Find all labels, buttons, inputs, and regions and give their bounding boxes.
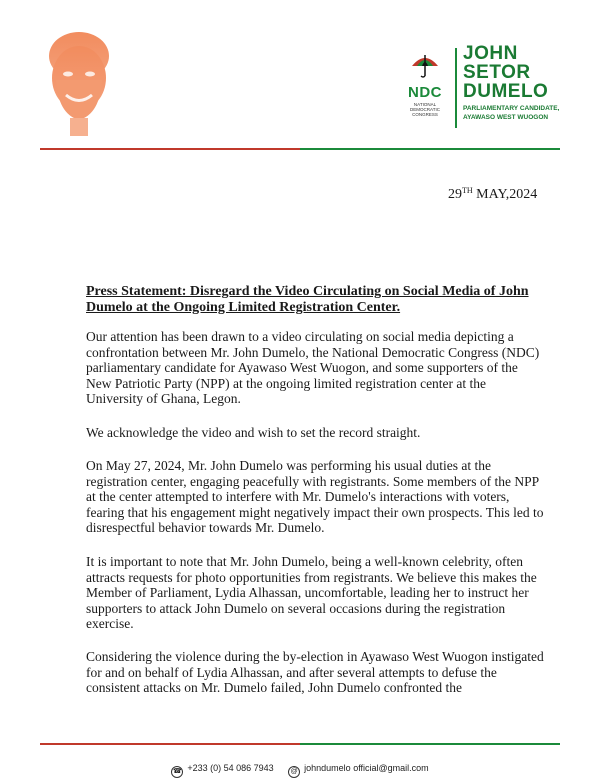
header-divider xyxy=(455,48,457,128)
at-icon: @ xyxy=(288,766,300,778)
email-text[interactable]: johndumelo official@gmail.com xyxy=(304,763,429,773)
phone-text: +233 (0) 54 086 7943 xyxy=(187,763,274,773)
party-abbreviation: NDC xyxy=(408,84,442,101)
candidate-portrait xyxy=(40,22,118,140)
candidate-name-line: DUMELO xyxy=(463,81,549,102)
candidate-title-line: PARLIAMENTARY CANDIDATE, xyxy=(463,105,560,112)
candidate-title-line: AYAWASO WEST WUOGON xyxy=(463,114,549,121)
paragraph: Considering the violence during the by-election in Ayawaso West Wuogon instigated for and on behalf of Lydia Alhassan, and after several attempts to defuse the consistent attacks on Mr. Dumelo failed, John Dumelo confronted the xyxy=(86,649,544,695)
statement-date xyxy=(448,186,537,203)
paragraph: Our attention has been drawn to a video circulating on social media depicting a confrontation between Mr. John Dumelo, the National Democratic Congress (NDC) parliamentary candidate for Ayawaso West Wuogon, and some supporters of the New Patriotic Party (NPP) at the ongoing limited registration center at the University of Ghana, Legon. xyxy=(86,329,540,406)
party-logo xyxy=(400,52,450,132)
paragraph: It is important to note that Mr. John Dumelo, being a well-known celebrity, often attracts requests for photo opportunities from registrants. We believe this makes the Member of Parliament, Lydia Alhassan, uncomfortable, leading her to instruct her supporters to attack John Dumelo on several occasions during the registration exercise. xyxy=(86,554,537,631)
footer-contacts xyxy=(0,763,600,778)
umbrella-icon xyxy=(410,52,440,78)
header-rule xyxy=(40,148,560,150)
paragraph: On May 27, 2024, Mr. John Dumelo was performing his usual duties at the registration center, engaging peacefully with registrants. Some members of the NPP at the center attempted to interfere with Mr. Dumelo's interactions with voters, fearing that his engagement might negatively impact their own prospects. This led to disrespectful behavior towards Mr. Dumelo. xyxy=(86,458,544,535)
date-suffix: TH xyxy=(462,186,473,195)
candidate-name-line: SETOR xyxy=(463,62,531,83)
candidate-title xyxy=(463,104,593,122)
date-day: 29 xyxy=(448,187,462,202)
party-name-line: CONGRESS xyxy=(412,112,438,117)
party-name-line: NATIONAL xyxy=(413,102,437,107)
candidate-name xyxy=(463,44,593,101)
party-name-line: DEMOCRATIC xyxy=(410,107,440,112)
footer-email[interactable] xyxy=(288,763,429,778)
candidate-name-line: JOHN xyxy=(463,43,518,64)
date-month-year: MAY,2024 xyxy=(472,187,538,202)
party-name xyxy=(400,102,450,117)
paragraph: We acknowledge the video and wish to set the record straight. xyxy=(86,425,421,440)
phone-icon: ☎ xyxy=(171,766,183,778)
footer-rule xyxy=(40,743,560,745)
statement-title: Press Statement: Disregard the Video Circulating on Social Media of John Dumelo at the Ongoing Limited Registration Center. xyxy=(86,284,529,315)
footer-phone xyxy=(171,763,273,778)
